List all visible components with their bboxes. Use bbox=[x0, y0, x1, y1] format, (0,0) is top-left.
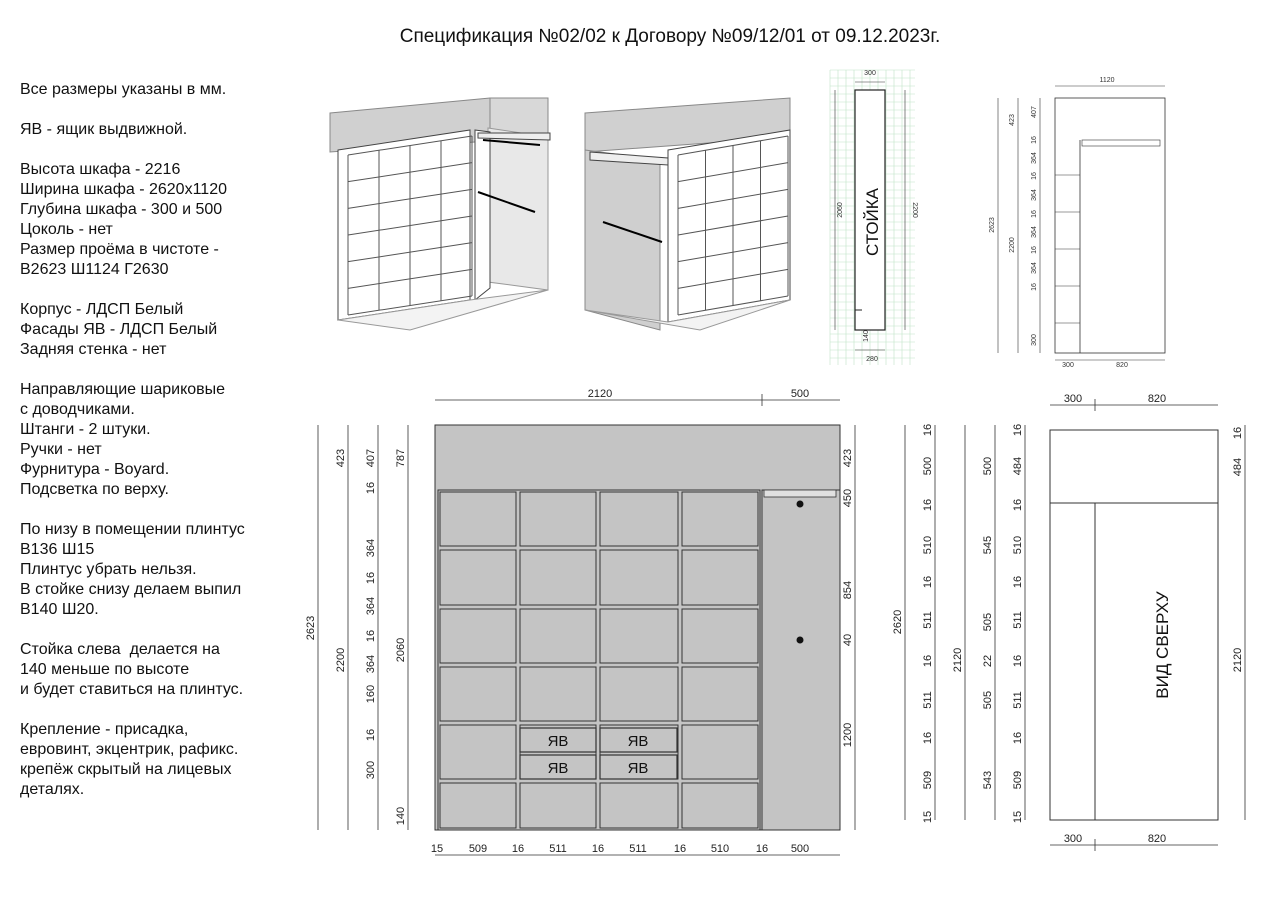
front-left-inner2-dim-1: 787 bbox=[395, 448, 407, 468]
front-right-c-dim: 511 bbox=[1012, 691, 1024, 709]
front-right-a-dim: 423 bbox=[842, 448, 854, 468]
front-right-d-dim: 505 bbox=[982, 690, 994, 710]
rod-bracket-icon bbox=[797, 501, 804, 508]
drawer-label-4: ЯВ bbox=[627, 760, 649, 777]
shelf-cell bbox=[600, 783, 678, 828]
note-line: Направляющие шариковые bbox=[20, 381, 226, 398]
top-view-right-dim-1: 16 bbox=[1232, 426, 1244, 440]
top-view-top-dim-1: 300 bbox=[1063, 393, 1083, 405]
shelf-cell bbox=[682, 609, 758, 663]
front-right-a-dim: 450 bbox=[842, 488, 854, 508]
front-left-mid-dim-1: 423 bbox=[335, 448, 347, 468]
front-right-b-dim: 511 bbox=[922, 611, 934, 629]
note-line: 140 меньше по высоте bbox=[20, 661, 190, 678]
front-right-a-dim: 854 bbox=[842, 580, 854, 600]
note-line: В136 Ш15 bbox=[20, 541, 95, 558]
side-inner-dim: 16 bbox=[1031, 172, 1038, 180]
side-mid-dim-1: 423 bbox=[1009, 114, 1016, 126]
front-right-c-dim: 16 bbox=[1012, 498, 1024, 512]
shelf-cell bbox=[682, 725, 758, 779]
front-right-d-dim: 500 bbox=[982, 456, 994, 476]
front-right-c-dim: 509 bbox=[1012, 770, 1024, 790]
side-inner-dim: 364 bbox=[1031, 226, 1038, 238]
front-right-c-dim: 16 bbox=[1012, 423, 1024, 437]
front-left-inner2-dim-2: 2060 bbox=[395, 637, 407, 663]
shelf-cell bbox=[682, 550, 758, 605]
top-view-label: ВИД СВЕРХУ bbox=[1153, 591, 1172, 699]
front-right-b-dim: 509 bbox=[922, 770, 934, 790]
front-right-c-dim: 16 bbox=[1012, 731, 1024, 745]
front-right-b-total-dim: 2620 bbox=[892, 609, 904, 635]
post-bottom-dim: 280 bbox=[866, 356, 878, 363]
front-bottom-dim: 15 bbox=[430, 843, 444, 855]
shelf-cell bbox=[682, 667, 758, 721]
side-width-dim: 1120 bbox=[1099, 77, 1115, 84]
side-inner-dim: 300 bbox=[1031, 334, 1038, 346]
shelf-cell bbox=[440, 609, 516, 663]
side-inner-dim: 407 bbox=[1031, 106, 1038, 118]
side-inner-dim: 364 bbox=[1031, 262, 1038, 274]
side-bottom-dim-1: 300 bbox=[1062, 362, 1074, 369]
front-left-inner2-dim-3: 140 bbox=[395, 806, 407, 826]
front-left-mid-dim-2: 2200 bbox=[335, 647, 347, 673]
front-left-inner-dim: 407 bbox=[365, 448, 377, 468]
post-height-left-dim: 2060 bbox=[837, 202, 844, 218]
note-line: Фурнитура - Boyard. bbox=[20, 461, 170, 478]
note-line: Крепление - присадка, bbox=[20, 721, 189, 738]
note-line: Ширина шкафа - 2620х1120 bbox=[20, 181, 227, 198]
note-line: В140 Ш20. bbox=[20, 601, 99, 618]
side-total-dim: 2623 bbox=[989, 217, 996, 233]
front-right-b-dim: 500 bbox=[922, 456, 934, 476]
front-bottom-dim: 16 bbox=[591, 843, 605, 855]
front-right-c-dim: 16 bbox=[1012, 654, 1024, 668]
front-bottom-dim: 510 bbox=[710, 843, 730, 855]
shelf-cell bbox=[440, 492, 516, 546]
front-left-inner-dim: 16 bbox=[365, 571, 377, 585]
front-left-inner-dim: 364 bbox=[365, 538, 377, 558]
top-view bbox=[1050, 393, 1245, 851]
rod-bracket-icon bbox=[797, 637, 804, 644]
note-line: Подсветка по верху. bbox=[20, 481, 169, 498]
front-right-c-total-dim: 2120 bbox=[952, 647, 964, 673]
note-line: с доводчиками. bbox=[20, 401, 135, 418]
front-bottom-dim: 511 bbox=[549, 843, 567, 855]
side-view bbox=[989, 77, 1165, 369]
front-bottom-dim: 511 bbox=[629, 843, 647, 855]
front-left-inner-dim: 364 bbox=[365, 596, 377, 616]
note-line: Корпус - ЛДСП Белый bbox=[20, 301, 184, 318]
front-view bbox=[305, 388, 1025, 855]
shelf-cell bbox=[600, 609, 678, 663]
note-line: Размер проёма в чистоте - bbox=[20, 241, 219, 258]
drawer-label-2: ЯВ bbox=[627, 733, 649, 750]
front-width-side-dim: 500 bbox=[790, 388, 810, 400]
front-right-c-dim: 484 bbox=[1012, 456, 1024, 476]
shelf-cell bbox=[520, 609, 596, 663]
front-right-a-dim: 1200 bbox=[842, 722, 854, 748]
note-line: и будет ставиться на плинтус. bbox=[20, 681, 244, 698]
note-line: Глубина шкафа - 300 и 500 bbox=[20, 201, 223, 218]
note-line: Фасады ЯВ - ЛДСП Белый bbox=[20, 321, 218, 338]
front-left-inner-dim: 300 bbox=[365, 760, 377, 780]
note-line: Высота шкафа - 2216 bbox=[20, 161, 181, 178]
front-right-b-dim: 16 bbox=[922, 575, 934, 589]
note-line: В2623 Ш1124 Г2630 bbox=[20, 261, 169, 278]
shelf-cell bbox=[440, 783, 516, 828]
front-width-main-dim: 2120 bbox=[587, 388, 613, 400]
front-bottom-dim: 16 bbox=[673, 843, 687, 855]
post-width-dim: 300 bbox=[864, 70, 876, 77]
shelf-cell bbox=[682, 492, 758, 546]
front-right-c-dim: 510 bbox=[1012, 535, 1024, 555]
shelf-cell bbox=[600, 492, 678, 546]
front-bottom-dim: 16 bbox=[755, 843, 769, 855]
front-right-d-dim: 543 bbox=[982, 770, 994, 790]
shelf-cell bbox=[520, 783, 596, 828]
note-line: Ручки - нет bbox=[20, 441, 102, 458]
note-line: По низу в помещении плинтус bbox=[20, 521, 245, 538]
front-right-b-dim: 16 bbox=[922, 498, 934, 512]
spec-title: Спецификация №02/02 к Договору №09/12/01 от 09.12.2023г. bbox=[399, 26, 941, 47]
front-left-total-dim: 2623 bbox=[305, 615, 317, 641]
note-line: Стойка слева делается на bbox=[20, 641, 220, 658]
note-line: Цоколь - нет bbox=[20, 221, 113, 238]
side-mid-dim-2: 2200 bbox=[1009, 237, 1016, 253]
front-right-d-dim: 22 bbox=[982, 654, 994, 668]
front-right-b-dim: 15 bbox=[922, 810, 934, 824]
side-inner-dim: 16 bbox=[1031, 210, 1038, 218]
top-view-bottom-dim-2: 820 bbox=[1147, 833, 1167, 845]
shelf-cell bbox=[440, 667, 516, 721]
front-left-inner-dim: 160 bbox=[365, 684, 377, 704]
front-right-b-dim: 510 bbox=[922, 535, 934, 555]
note-line: Задняя стенка - нет bbox=[20, 341, 167, 358]
front-right-c-dim: 15 bbox=[1012, 810, 1024, 824]
shelf-cell bbox=[440, 550, 516, 605]
note-line: крепёж скрытый на лицевых bbox=[20, 761, 232, 778]
post-cut-dim: 140 bbox=[863, 330, 870, 342]
front-right-d-dim: 505 bbox=[982, 612, 994, 632]
top-view-right-dim-3: 2120 bbox=[1232, 647, 1244, 673]
front-right-c-dim: 16 bbox=[1012, 575, 1024, 589]
drawer-label-1: ЯВ bbox=[547, 733, 569, 750]
shelf-cell bbox=[440, 725, 516, 779]
top-view-bottom-dim-1: 300 bbox=[1063, 833, 1083, 845]
front-right-b-dim: 16 bbox=[922, 731, 934, 745]
note-line: Плинтус убрать нельзя. bbox=[20, 561, 197, 578]
front-right-b-dim: 511 bbox=[922, 691, 934, 709]
front-left-inner-dim: 364 bbox=[365, 654, 377, 674]
top-view-top-dim-2: 820 bbox=[1147, 393, 1167, 405]
front-right-d-dim: 545 bbox=[982, 535, 994, 555]
note-line: ЯВ - ящик выдвижной. bbox=[20, 121, 188, 138]
shelf-cell bbox=[682, 783, 758, 828]
front-left-inner-dim: 16 bbox=[365, 629, 377, 643]
shelf-cell bbox=[520, 492, 596, 546]
front-bottom-dim: 16 bbox=[511, 843, 525, 855]
iso-view-left bbox=[330, 98, 550, 330]
front-right-b-dim: 16 bbox=[922, 654, 934, 668]
shelf-cell bbox=[600, 550, 678, 605]
post-height-right-dim: 2200 bbox=[911, 202, 918, 218]
side-inner-dim: 364 bbox=[1031, 189, 1038, 201]
shelf-cell bbox=[520, 667, 596, 721]
front-bottom-dim: 509 bbox=[468, 843, 488, 855]
side-inner-dim: 16 bbox=[1031, 283, 1038, 291]
front-bottom-dim: 500 bbox=[790, 843, 810, 855]
side-bottom-dim-2: 820 bbox=[1116, 362, 1128, 369]
side-inner-dim: 364 bbox=[1031, 152, 1038, 164]
post-label: СТОЙКА bbox=[863, 187, 882, 257]
shelf-cell bbox=[600, 667, 678, 721]
side-inner-dim: 16 bbox=[1031, 246, 1038, 254]
post-view bbox=[830, 70, 918, 365]
drawer-label-3: ЯВ bbox=[547, 760, 569, 777]
front-left-inner-dim: 16 bbox=[365, 728, 377, 742]
note-line: деталях. bbox=[20, 781, 85, 798]
note-line: Штанги - 2 штуки. bbox=[20, 421, 151, 438]
iso-view-right bbox=[585, 98, 790, 330]
note-line: евровинт, экцентрик, рафикс. bbox=[20, 741, 239, 758]
front-right-c-dim: 511 bbox=[1012, 611, 1024, 629]
front-left-inner-dim: 16 bbox=[365, 481, 377, 495]
note-line: Все размеры указаны в мм. bbox=[20, 81, 227, 98]
shelf-cell bbox=[520, 550, 596, 605]
front-right-b-dim: 16 bbox=[922, 423, 934, 437]
note-line: В стойке снизу делаем выпил bbox=[20, 581, 242, 598]
side-inner-dim: 16 bbox=[1031, 136, 1038, 144]
front-right-a-dim: 40 bbox=[842, 633, 854, 647]
top-view-right-dim-2: 484 bbox=[1232, 457, 1244, 477]
